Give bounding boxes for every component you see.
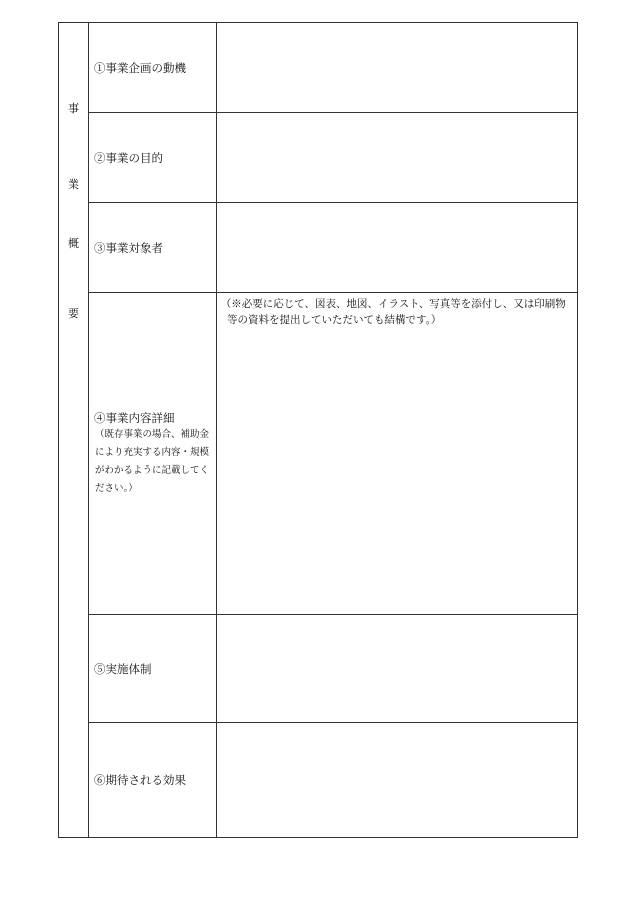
- row-label-target: ③事業対象者: [94, 240, 163, 255]
- row-label-motivation: ①事業企画の動機: [94, 60, 186, 75]
- row-label-cell: [89, 113, 217, 203]
- section-title-char-2: 業: [68, 178, 79, 191]
- content-field-structure[interactable]: [217, 615, 578, 723]
- section-title-char-3: 概: [68, 237, 79, 250]
- section-title-char-1: 事: [68, 102, 79, 115]
- row-label-cell: [89, 723, 217, 838]
- content-field-purpose[interactable]: [217, 113, 578, 203]
- business-overview-form: [58, 22, 578, 838]
- row-label-cell: [89, 203, 217, 293]
- content-effects: [217, 723, 577, 726]
- section-title-cell: [59, 23, 89, 838]
- row-label-purpose: ②事業の目的: [94, 150, 163, 165]
- content-field-effects[interactable]: [217, 723, 578, 838]
- content-field-motivation[interactable]: [217, 23, 578, 113]
- section-title-char-4: 要: [68, 307, 79, 320]
- content-motivation: [217, 23, 577, 26]
- row-label-structure: ⑤実施体制: [94, 661, 152, 676]
- row-label-details-note: （既存事業の場合、補助金により充実する内容・規模がわかるように記載してください。）: [95, 428, 210, 494]
- row-label-cell: [89, 23, 217, 113]
- content-target: [217, 203, 577, 206]
- row-label-details: ④事業内容詳細: [94, 410, 175, 425]
- content-field-target[interactable]: [217, 203, 578, 293]
- row-label-cell: [89, 615, 217, 723]
- content-details-note: （※必要に応じて、図表、地図、イラスト、写真等を添付し、又は印刷物等の資料を提出していただいても結構です。）: [220, 298, 566, 326]
- content-field-details[interactable]: [217, 293, 578, 615]
- row-label-effects: ⑥期待される効果: [94, 773, 186, 787]
- content-purpose: [217, 113, 577, 116]
- content-structure: [217, 615, 577, 618]
- row-label-cell: [89, 293, 217, 615]
